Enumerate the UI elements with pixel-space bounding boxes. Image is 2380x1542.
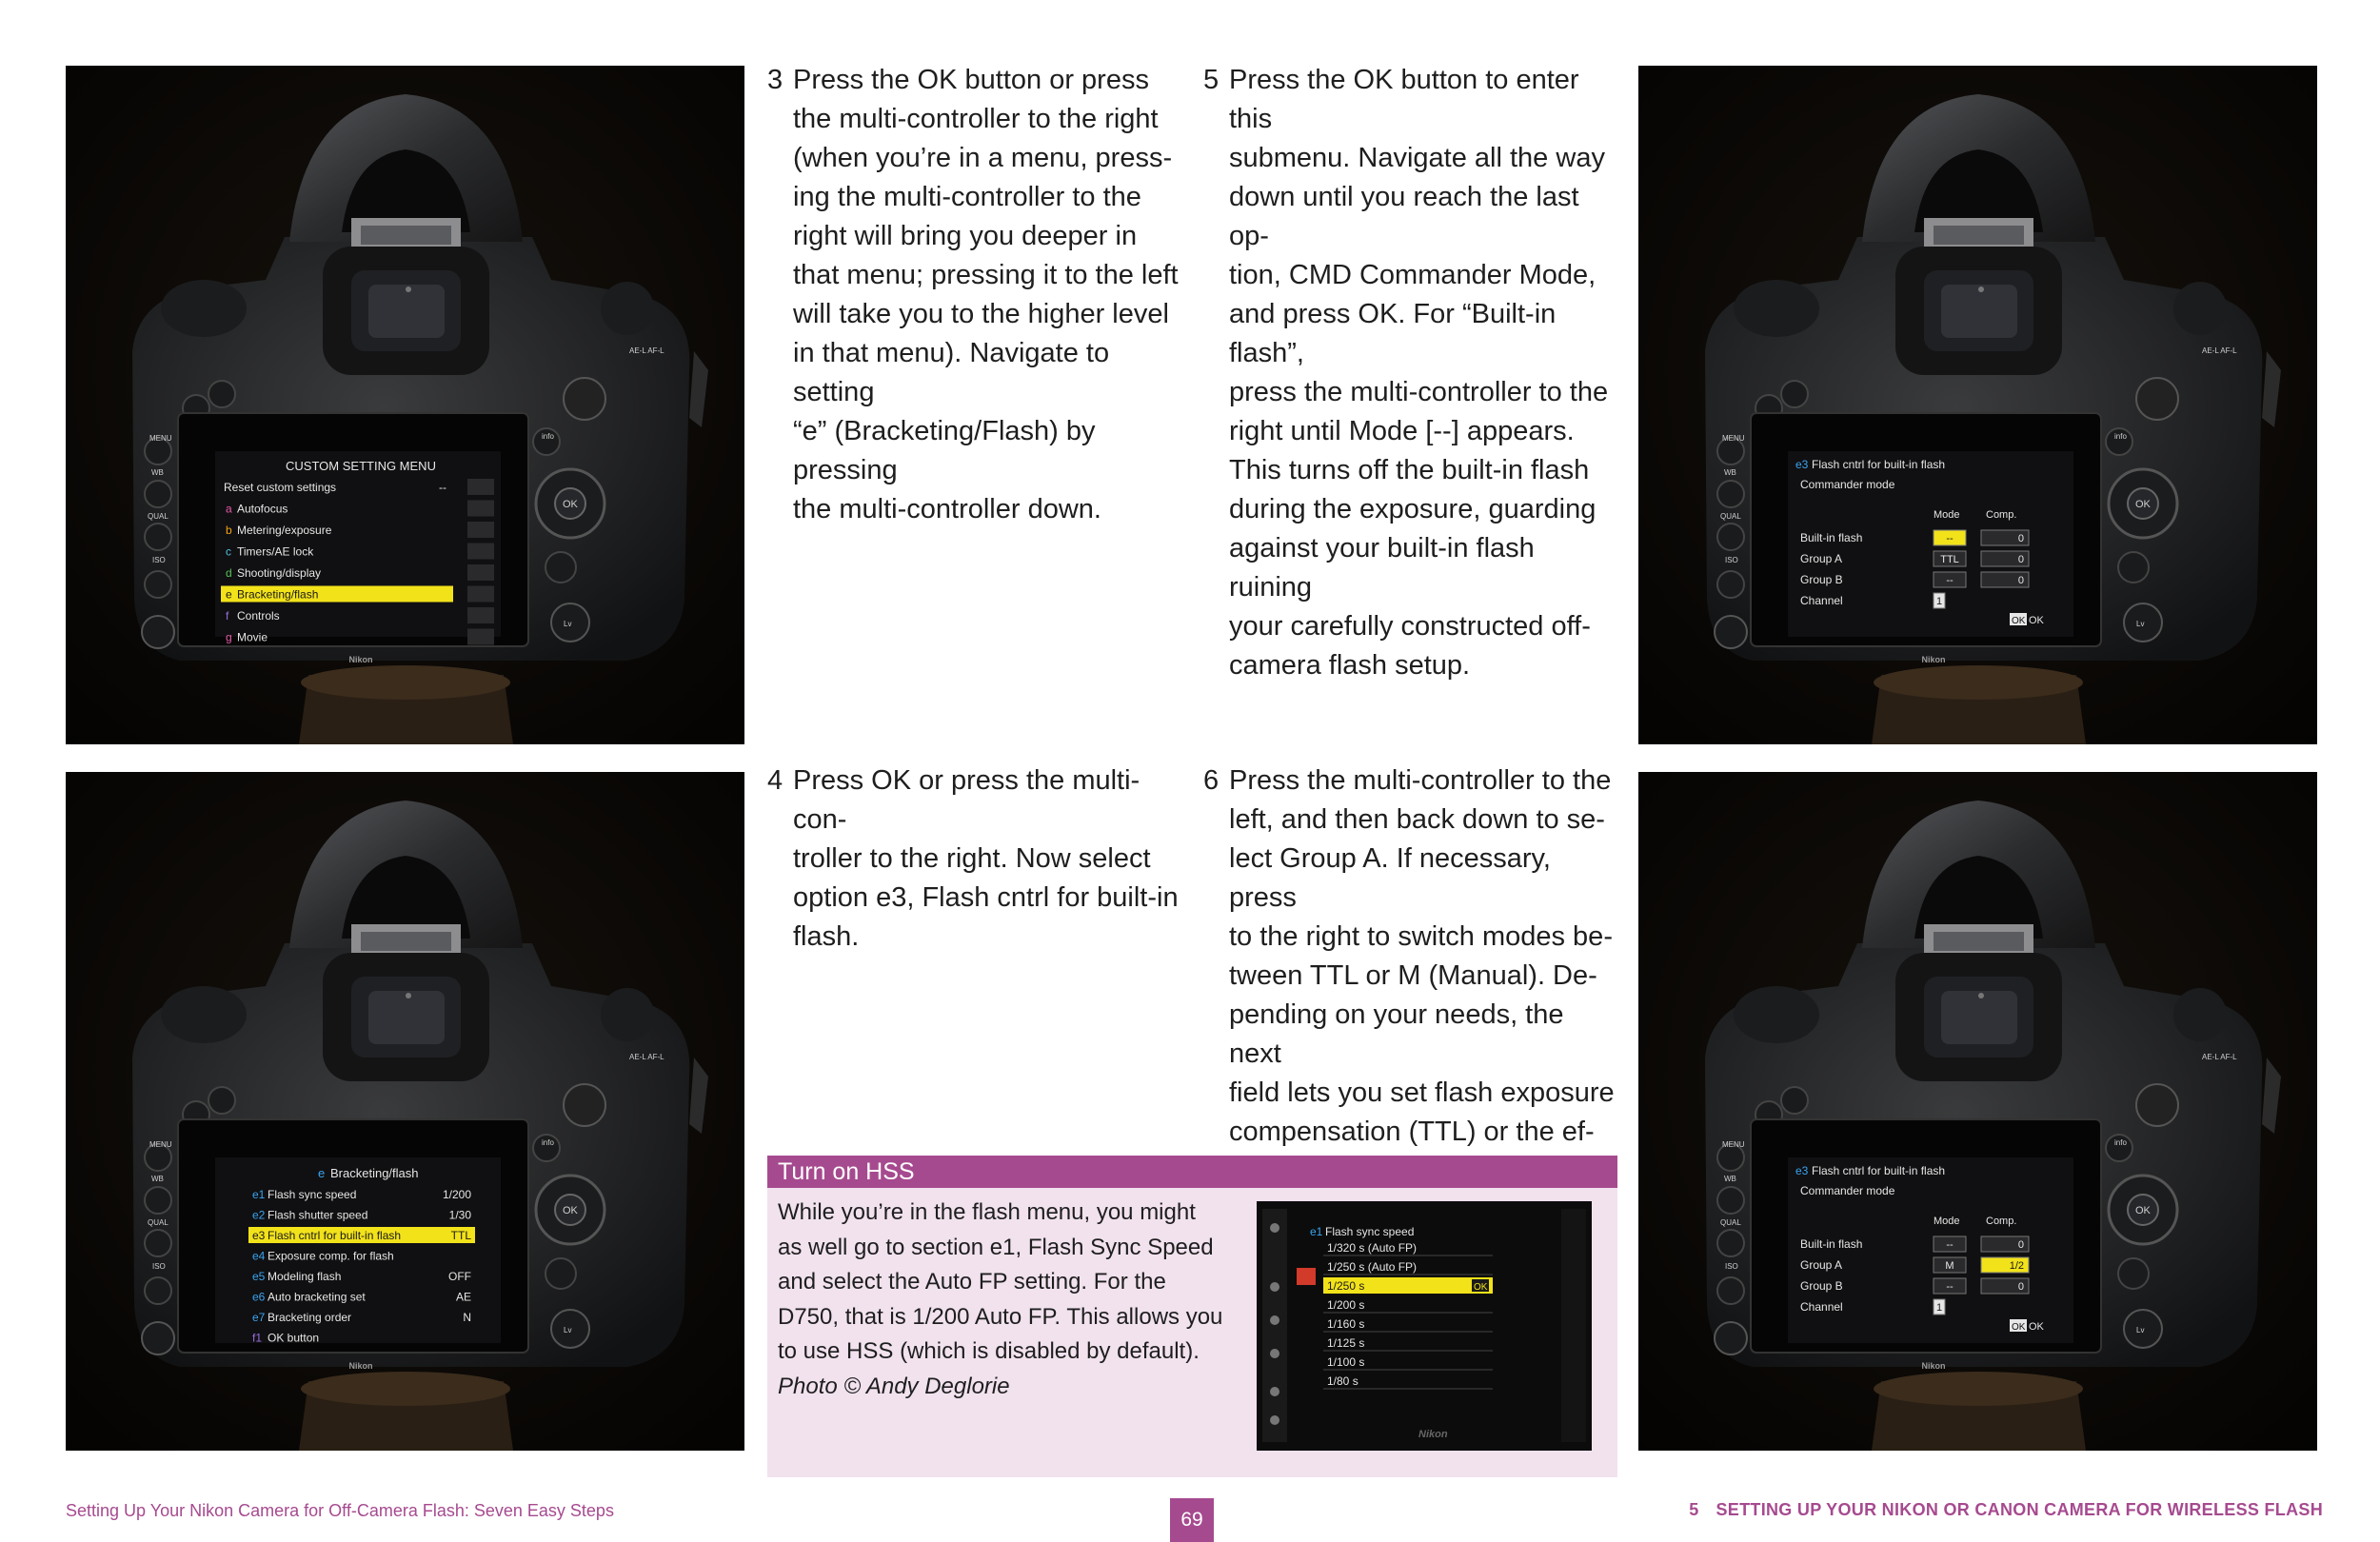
svg-text:ISO: ISO: [1725, 1262, 1738, 1271]
lcd-title: CUSTOM SETTING MENU: [286, 459, 436, 473]
lcd-menu-item: [248, 1227, 475, 1243]
svg-text:Built-in flash: Built-in flash: [1800, 531, 1863, 544]
lcd-screen: [215, 451, 501, 645]
ok-label: OK: [2029, 1321, 2044, 1333]
svg-text:Group A: Group A: [1800, 552, 1843, 565]
lcd-title-code: e3: [1795, 1164, 1809, 1177]
col-mode: Mode: [1934, 1216, 1960, 1227]
svg-text:Auto bracketing set: Auto bracketing set: [268, 1290, 366, 1304]
svg-text:AE-L AF-L: AE-L AF-L: [629, 1053, 664, 1061]
svg-text:e5: e5: [252, 1270, 266, 1283]
svg-text:Group A: Group A: [1800, 1258, 1843, 1272]
ok-label: OK: [2029, 615, 2044, 626]
step-number: 4: [767, 765, 783, 796]
brand-logo: Nikon: [348, 1361, 373, 1371]
photo-camera-commander-group-a: [1638, 772, 2317, 1451]
sidebar-turn-on-hss: [767, 1156, 1617, 1477]
lcd-subtitle: Commander mode: [1800, 1184, 1895, 1197]
svg-text:ISO: ISO: [1725, 556, 1738, 564]
svg-text:OK: OK: [2135, 1205, 2151, 1216]
svg-text:Reset custom settings: Reset custom settings: [224, 481, 337, 494]
lcd-screen: [1788, 1157, 2073, 1343]
svg-text:1/250 s (Auto FP): 1/250 s (Auto FP): [1327, 1260, 1418, 1274]
step-number: 3: [767, 65, 783, 95]
page-number: 69: [1170, 1498, 1214, 1542]
svg-text:f: f: [226, 609, 229, 623]
lcd-screen: [1788, 451, 2073, 637]
svg-text:e7: e7: [252, 1311, 266, 1324]
svg-text:d: d: [226, 566, 232, 580]
svg-text:OK: OK: [2135, 499, 2151, 510]
menu-title: Flash sync speed: [1325, 1225, 1415, 1238]
lcd-menu-item: [221, 586, 494, 603]
svg-text:info: info: [2114, 1138, 2127, 1147]
lcd-title-code: e3: [1795, 458, 1809, 471]
svg-text:Group B: Group B: [1800, 573, 1843, 586]
svg-text:Shooting/display: Shooting/display: [237, 566, 322, 580]
svg-text:1/200: 1/200: [442, 1188, 471, 1201]
photo-credit: Photo © Andy Deglorie: [778, 1373, 1010, 1399]
svg-text:g: g: [226, 630, 232, 644]
svg-text:1/160 s: 1/160 s: [1327, 1317, 1365, 1331]
svg-text:Lv: Lv: [564, 1326, 572, 1334]
svg-text:e6: e6: [252, 1290, 266, 1304]
svg-text:1/2: 1/2: [2009, 1260, 2024, 1272]
lcd-title: Bracketing/flash: [330, 1166, 419, 1180]
svg-text:Channel: Channel: [1800, 1300, 1843, 1314]
svg-text:OFF: OFF: [448, 1270, 471, 1283]
svg-text:Lv: Lv: [564, 620, 572, 628]
svg-text:0: 0: [2017, 1239, 2024, 1251]
svg-text:e4: e4: [252, 1249, 266, 1263]
sidebar-text: While you’re in the flash menu, you might as well go to section e1, Flash Sync Speed and select the Auto FP setting. For the D750, that is 1/200 Auto FP. This allows you to use HSS (which is disabled by default).: [778, 1199, 1223, 1364]
step-6: [1203, 761, 1622, 1191]
svg-text:Flash cntrl for built-in flash: Flash cntrl for built-in flash: [268, 1229, 402, 1242]
svg-text:a: a: [226, 502, 232, 516]
svg-text:Exposure comp. for flash: Exposure comp. for flash: [268, 1249, 394, 1263]
step-3: [767, 61, 1186, 529]
step-text: Press the multi-controller to the left, and then back down to se- lect Group A. If necessary, press to the right to switch modes be- tween TTL or M (Manual). De- pending on your needs, the next field lets you set flash exposure compensation (TTL) or the ef-: [1229, 765, 1615, 1147]
svg-text:Lv: Lv: [2136, 1326, 2145, 1334]
svg-text:0: 0: [2017, 533, 2024, 544]
svg-text:--: --: [439, 481, 446, 494]
svg-text:Channel: Channel: [1800, 594, 1843, 607]
svg-text:info: info: [2114, 432, 2127, 441]
sidebar-title: Turn on HSS: [767, 1156, 1617, 1188]
svg-text:Flash sync speed: Flash sync speed: [268, 1188, 357, 1201]
svg-text:QUAL: QUAL: [1720, 512, 1741, 521]
photo-camera-commander-mode: [1638, 66, 2317, 744]
ok-icon: OK: [2012, 616, 2026, 626]
svg-text:1/200 s: 1/200 s: [1327, 1298, 1365, 1312]
svg-text:--: --: [1946, 575, 1954, 586]
svg-text:info: info: [542, 432, 554, 441]
chapter-title: SETTING UP YOUR NIKON OR CANON CAMERA FOR WIRELESS FLASH: [1716, 1500, 2323, 1519]
svg-text:0: 0: [2017, 1281, 2024, 1293]
svg-text:c: c: [226, 544, 231, 559]
svg-text:WB: WB: [151, 1175, 164, 1183]
svg-text:Lv: Lv: [2136, 620, 2145, 628]
lcd-title-code: e: [318, 1166, 326, 1180]
svg-text:1/100 s: 1/100 s: [1327, 1355, 1365, 1369]
svg-text:e1: e1: [252, 1188, 266, 1201]
lcd-title: Flash cntrl for built-in flash: [1812, 1164, 1946, 1177]
svg-text:Metering/exposure: Metering/exposure: [237, 524, 332, 537]
svg-text:OK button: OK button: [268, 1331, 320, 1345]
svg-text:MENU: MENU: [1722, 434, 1745, 443]
svg-text:e2: e2: [252, 1208, 266, 1222]
sidebar-body: [778, 1196, 1233, 1404]
svg-text:ISO: ISO: [152, 1262, 166, 1271]
footer-running-title: Setting Up Your Nikon Camera for Off-Camera Flash: Seven Easy Steps: [66, 1501, 614, 1520]
svg-text:Bracketing order: Bracketing order: [268, 1311, 352, 1324]
svg-text:1/125 s: 1/125 s: [1327, 1336, 1365, 1350]
svg-text:Timers/AE lock: Timers/AE lock: [237, 544, 314, 559]
svg-text:WB: WB: [1724, 1175, 1736, 1183]
svg-text:AE-L AF-L: AE-L AF-L: [2202, 346, 2237, 355]
svg-text:QUAL: QUAL: [148, 512, 169, 521]
svg-text:e3: e3: [252, 1229, 266, 1242]
svg-text:OK: OK: [563, 499, 578, 510]
step-4: [767, 761, 1186, 957]
svg-text:--: --: [1946, 1239, 1954, 1251]
step-number: 6: [1203, 765, 1220, 796]
lcd-title: Flash cntrl for built-in flash: [1812, 458, 1946, 471]
svg-text:1: 1: [1935, 596, 1943, 607]
svg-text:Controls: Controls: [237, 609, 280, 623]
svg-text:info: info: [542, 1138, 554, 1147]
svg-text:QUAL: QUAL: [148, 1218, 169, 1227]
svg-text:0: 0: [2017, 575, 2024, 586]
step-text: Press the OK button or press the multi-controller to the right (when you’re in a menu, press- ing the multi-controller to the right will bring you deeper in that menu; pressing it to the left will take you to the higher level in that menu). Navigate to setting “e” (Bracketing/Flash) by pressing the multi-controller down.: [793, 65, 1179, 524]
svg-text:AE-L AF-L: AE-L AF-L: [2202, 1053, 2237, 1061]
svg-text:Bracketing/flash: Bracketing/flash: [237, 587, 319, 602]
svg-text:f1: f1: [252, 1331, 263, 1345]
ok-icon: OK: [2012, 1322, 2026, 1333]
lcd-subtitle: Commander mode: [1800, 478, 1895, 491]
step-number: 5: [1203, 65, 1220, 95]
step-text: Press OK or press the multi-con- troller to the right. Now select option e3, Flash cntrl for built-in flash.: [793, 765, 1179, 952]
svg-text:b: b: [226, 524, 232, 537]
svg-text:0: 0: [2017, 554, 2024, 565]
svg-text:Flash shutter speed: Flash shutter speed: [268, 1208, 368, 1222]
svg-text:WB: WB: [1724, 468, 1736, 477]
svg-text:1/80 s: 1/80 s: [1327, 1374, 1359, 1388]
menu-option: [1323, 1277, 1493, 1294]
svg-text:Movie: Movie: [237, 630, 268, 644]
step-5: [1203, 61, 1622, 685]
svg-text:OK: OK: [563, 1205, 578, 1216]
brand-logo: Nikon: [1418, 1429, 1448, 1440]
lcd-menu-item: [252, 1250, 394, 1263]
sidebar-screenshot-flash-sync-speed: [1257, 1201, 1592, 1451]
brand-logo: Nikon: [348, 655, 373, 664]
svg-text:TTL: TTL: [450, 1229, 471, 1242]
svg-text:1/250 s: 1/250 s: [1327, 1279, 1365, 1293]
svg-text:N: N: [463, 1311, 471, 1324]
svg-text:1: 1: [1935, 1302, 1943, 1314]
svg-text:QUAL: QUAL: [1720, 1218, 1741, 1227]
svg-text:e: e: [226, 587, 232, 602]
svg-text:--: --: [1946, 1281, 1954, 1293]
svg-text:AE-L AF-L: AE-L AF-L: [629, 346, 664, 355]
svg-text:OK: OK: [1474, 1282, 1488, 1293]
svg-text:1/320 s (Auto FP): 1/320 s (Auto FP): [1327, 1241, 1418, 1255]
brand-logo: Nikon: [1921, 655, 1946, 664]
svg-text:M: M: [1945, 1260, 1954, 1272]
svg-text:MENU: MENU: [1722, 1140, 1745, 1149]
svg-text:TTL: TTL: [1940, 554, 1959, 565]
svg-text:WB: WB: [151, 468, 164, 477]
footer-chapter: [1689, 1500, 2323, 1520]
brand-logo: Nikon: [1921, 1361, 1946, 1371]
svg-text:MENU: MENU: [149, 1140, 172, 1149]
photo-camera-bracketing-flash-menu: [66, 772, 744, 1451]
svg-text:AE: AE: [455, 1290, 471, 1304]
col-mode: Mode: [1934, 509, 1960, 521]
step-text: Press the OK button to enter this submenu. Navigate all the way down until you reach the last op- tion, CMD Commander Mode, and press OK. For “Built-in flash”, press the multi-controller to the right until Mode [--] appears. This turns off the built-in flash during the exposure, guarding against your built-in flash ruining your carefully constructed off- camera flash setup.: [1229, 65, 1609, 681]
col-comp: Comp.: [1986, 1216, 2017, 1227]
svg-text:Modeling flash: Modeling flash: [268, 1270, 342, 1283]
chapter-number: 5: [1689, 1500, 1699, 1519]
svg-text:ISO: ISO: [152, 556, 166, 564]
svg-text:Autofocus: Autofocus: [237, 502, 288, 516]
lcd-screen: [215, 1157, 501, 1345]
svg-text:Group B: Group B: [1800, 1279, 1843, 1293]
photo-camera-custom-setting-menu: [66, 66, 744, 744]
col-comp: Comp.: [1986, 509, 2017, 521]
svg-text:Built-in flash: Built-in flash: [1800, 1237, 1863, 1251]
svg-text:1/30: 1/30: [448, 1208, 471, 1222]
menu-title-code: e1: [1310, 1225, 1323, 1238]
svg-text:--: --: [1946, 533, 1954, 544]
svg-text:MENU: MENU: [149, 434, 172, 443]
